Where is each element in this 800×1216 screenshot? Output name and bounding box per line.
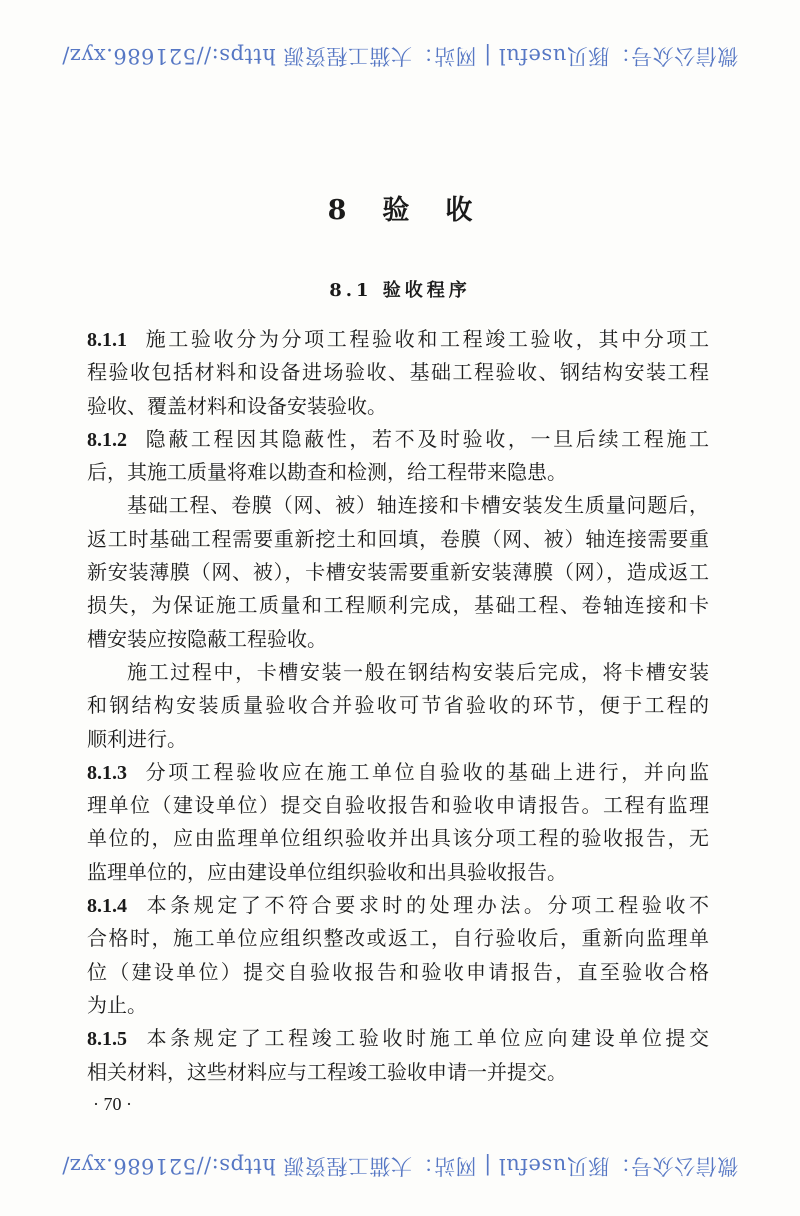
line-text: 监理单位的，应由建设单位组织验收和出具验收报告。 xyxy=(87,859,567,884)
paragraph-line xyxy=(87,756,709,789)
paragraph-line xyxy=(87,922,709,955)
line-text: 理单位（建设单位）提交自验收报告和验收申请报告。工程有监理 xyxy=(87,793,709,818)
clause-number: 8.1.1 xyxy=(87,329,127,351)
paragraph-line xyxy=(87,390,709,423)
line-text: 分项工程验收应在施工单位自验收的基础上进行，并向监 xyxy=(143,759,709,784)
line-text: 施工验收分为分项工程验收和工程竣工验收，其中分项工 xyxy=(143,327,709,351)
section-title: 8.1 验收程序 xyxy=(329,280,471,301)
clause-number: 8.1.3 xyxy=(87,761,127,784)
paragraph-line xyxy=(87,723,709,756)
paragraph-line xyxy=(87,323,709,356)
line-text: 顺利进行。 xyxy=(87,726,187,751)
clause-number: 8.1.2 xyxy=(87,428,127,451)
paragraph-line xyxy=(87,856,709,889)
line-text: 验收、覆盖材料和设备安装验收。 xyxy=(87,393,387,418)
line-text: 和钢结构安装质量验收合并验收可节省验收的环节，便于工程的 xyxy=(87,693,709,718)
body-text xyxy=(87,323,709,1089)
line-text: 损失，为保证施工质量和工程顺利完成，基础工程、卷轴连接和卡 xyxy=(87,593,709,618)
chapter-title-a: 验 xyxy=(382,195,410,226)
clause-number: 8.1.5 xyxy=(87,1028,127,1051)
line-text: 新安装薄膜（网、被），卡槽安装需要重新安装薄膜（网），造成返工 xyxy=(87,560,709,585)
line-text: 本条规定了不符合要求时的处理办法。分项工程验收不 xyxy=(143,893,709,918)
line-text: 为止。 xyxy=(87,992,147,1017)
line-text: 隐蔽工程因其隐蔽性，若不及时验收，一旦后续工程施工 xyxy=(143,426,709,451)
paragraph-line xyxy=(87,456,709,489)
paragraph-line xyxy=(87,822,709,855)
line-text: 程验收包括材料和设备进场验收、基础工程验收、钢结构安装工程 xyxy=(87,360,709,385)
watermark-bottom: 微信公众号：豚贝useful | 网站：大猫工程资源 https://521686.xyz/ xyxy=(61,1154,739,1178)
paragraph-line xyxy=(87,889,709,922)
paragraph-line xyxy=(87,956,709,989)
line-text: 槽安装应按隐蔽工程验收。 xyxy=(87,626,327,651)
paragraph-line xyxy=(87,1056,709,1089)
watermark-top: 微信公众号：豚贝useful | 网站：大猫工程资源 https://521686.xyz/ xyxy=(61,44,739,68)
paragraph-line xyxy=(87,489,709,522)
paragraph-line xyxy=(87,789,709,822)
paragraph-line xyxy=(87,689,709,722)
line-text: 合格时，施工单位应组织整改或返工，自行验收后，重新向监理单 xyxy=(87,926,709,951)
paragraph-line xyxy=(87,423,709,456)
paragraph-line xyxy=(87,1022,709,1055)
line-text: 相关材料，这些材料应与工程竣工验收申请一并提交。 xyxy=(87,1059,567,1084)
paragraph-line xyxy=(87,523,709,556)
chapter-title-b: 收 xyxy=(445,195,473,226)
paragraph-line xyxy=(87,989,709,1022)
paragraph-line xyxy=(87,589,709,622)
line-text: 返工时基础工程需要重新挖土和回填，卷膜（网、被）轴连接需要重 xyxy=(87,526,709,551)
paragraph-line xyxy=(87,623,709,656)
line-text: 施工过程中，卡槽安装一般在钢结构安装后完成，将卡槽安装 xyxy=(127,659,709,684)
line-text: 基础工程、卷膜（网、被）轴连接和卡槽安装发生质量问题后， xyxy=(127,493,709,518)
paragraph-line xyxy=(87,556,709,589)
clause-number: 8.1.4 xyxy=(87,895,127,918)
line-text: 本条规定了工程竣工验收时施工单位应向建设单位提交 xyxy=(143,1026,709,1051)
paragraph-line xyxy=(87,656,709,689)
chapter-number: 8 xyxy=(327,195,347,226)
line-text: 位（建设单位）提交自验收报告和验收申请报告，直至验收合格 xyxy=(87,959,709,984)
chapter-title xyxy=(0,188,800,227)
page-number: · 70 · xyxy=(93,1094,132,1114)
line-text: 单位的，应由监理单位组织验收并出具该分项工程的验收报告，无 xyxy=(87,826,709,851)
paragraph-line xyxy=(87,356,709,389)
line-text: 后，其施工质量将难以勘查和检测，给工程带来隐患。 xyxy=(87,460,567,485)
